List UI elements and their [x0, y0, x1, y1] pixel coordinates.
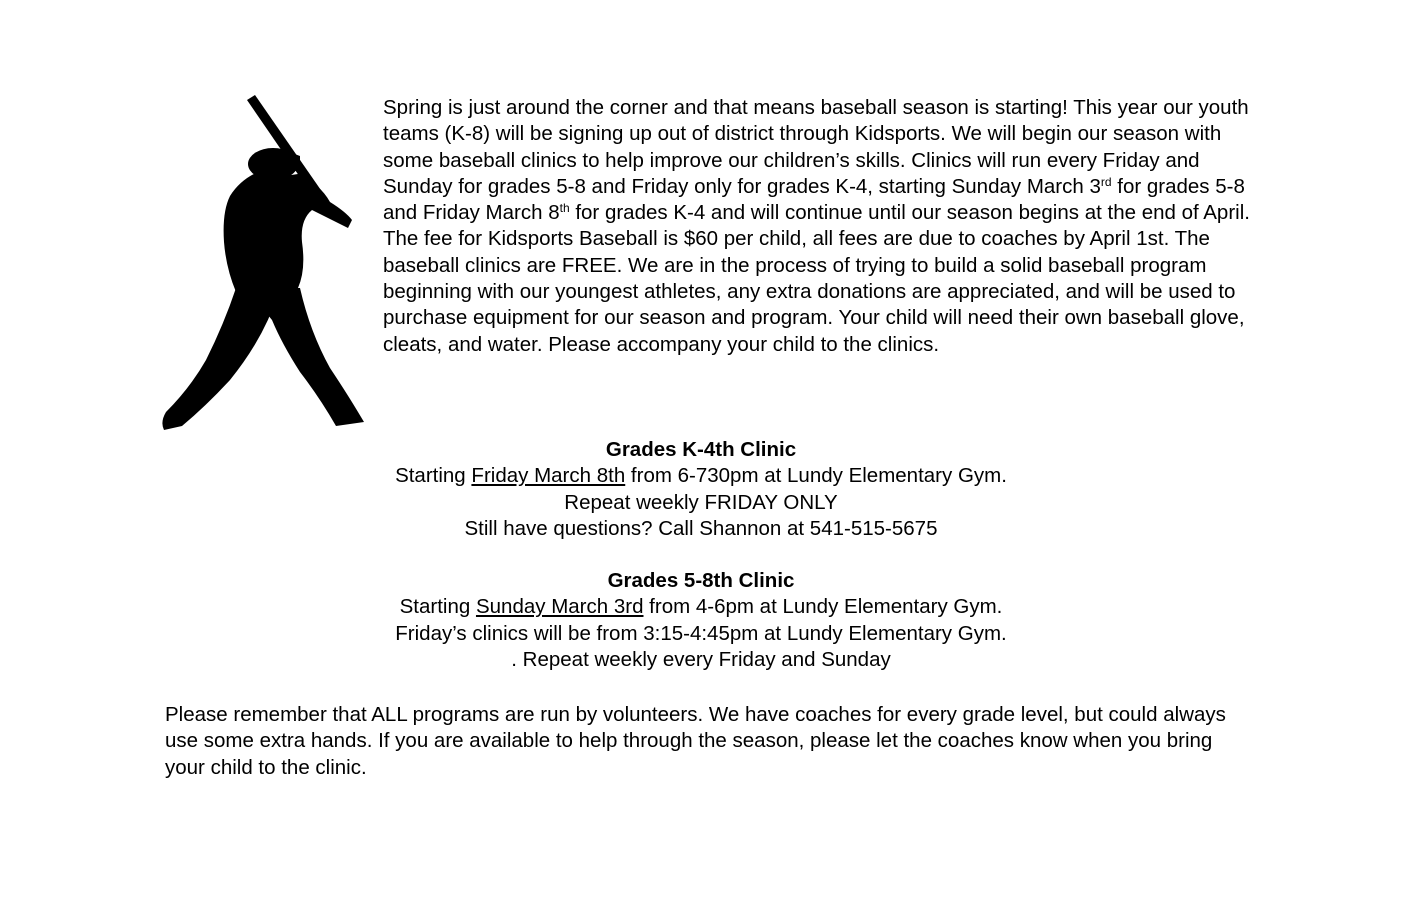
intro-part-3: for grades K-4 and will continue until our season begins at the end of April. The fee for Kidsports Baseball is $60 per child, all fees are due to coaches by April 1st. The baseball clinics are FREE. We are in the process of trying to build a solid baseball program beginning with our youngest athletes, any extra donations are appreciated, and will be used to purchase equipment for our season and program. Your child will need their own baseball glove, cleats, and water. Please accompany your child to the clinics. — [383, 201, 1250, 356]
clinic-5-8-start-line — [300, 594, 1102, 620]
clinic-5-8-section — [300, 568, 1102, 673]
clinic-5-8-start-date: Sunday March 3rd — [475, 595, 644, 619]
closing-paragraph: Please remember that ALL programs are run by volunteers. We have coaches for every grade level, but could always use some extra hands. If you are available to help through the season, please let the coaches know when you bring your child to the clinic. — [165, 703, 1226, 779]
clinic-5-8-title: Grades 5-8th Clinic — [607, 569, 795, 592]
baseball-batter-silhouette-icon — [160, 92, 370, 434]
clinic-k4-start-prefix: Starting — [395, 464, 472, 488]
clinic-k4-contact: Still have questions? Call Shannon at 541-515-5675 — [464, 516, 938, 540]
clinic-k4-repeat: Repeat weekly FRIDAY ONLY — [564, 490, 838, 514]
clinic-5-8-friday: Friday’s clinics will be from 3:15-4:45pm at Lundy Elementary Gym. — [395, 621, 1007, 645]
clinic-5-8-repeat: . Repeat weekly every Friday and Sunday — [511, 647, 891, 671]
clinic-5-8-start-suffix: from 4-6pm at Lundy Elementary Gym. — [643, 595, 1003, 619]
clinic-k4-title: Grades K-4th Clinic — [605, 438, 797, 461]
clinic-k4-start-suffix: from 6-730pm at Lundy Elementary Gym. — [625, 464, 1007, 488]
intro-part-1: Spring is just around the corner and that means baseball season is starting! This year our youth teams (K-8) will be signing up out of district through Kidsports. We will begin our season with some baseball clinics to help improve our children’s skills. Clinics will run every Friday and Sunday for grades 5-8 and Friday only for grades K-4, starting Sunday March 3 — [383, 96, 1249, 198]
clinic-k4-start-line — [300, 463, 1102, 489]
clinic-5-8-start-prefix: Starting — [399, 595, 476, 619]
clinic-k4-start-date: Friday March 8th — [471, 464, 626, 488]
intro-part-2: for grades 5-8 and Friday March 8 — [383, 174, 1245, 225]
intro-superscript-th: th — [559, 201, 570, 216]
intro-paragraph — [383, 95, 1263, 358]
intro-superscript-rd: rd — [1100, 174, 1112, 189]
clinic-k4-section — [300, 437, 1102, 542]
